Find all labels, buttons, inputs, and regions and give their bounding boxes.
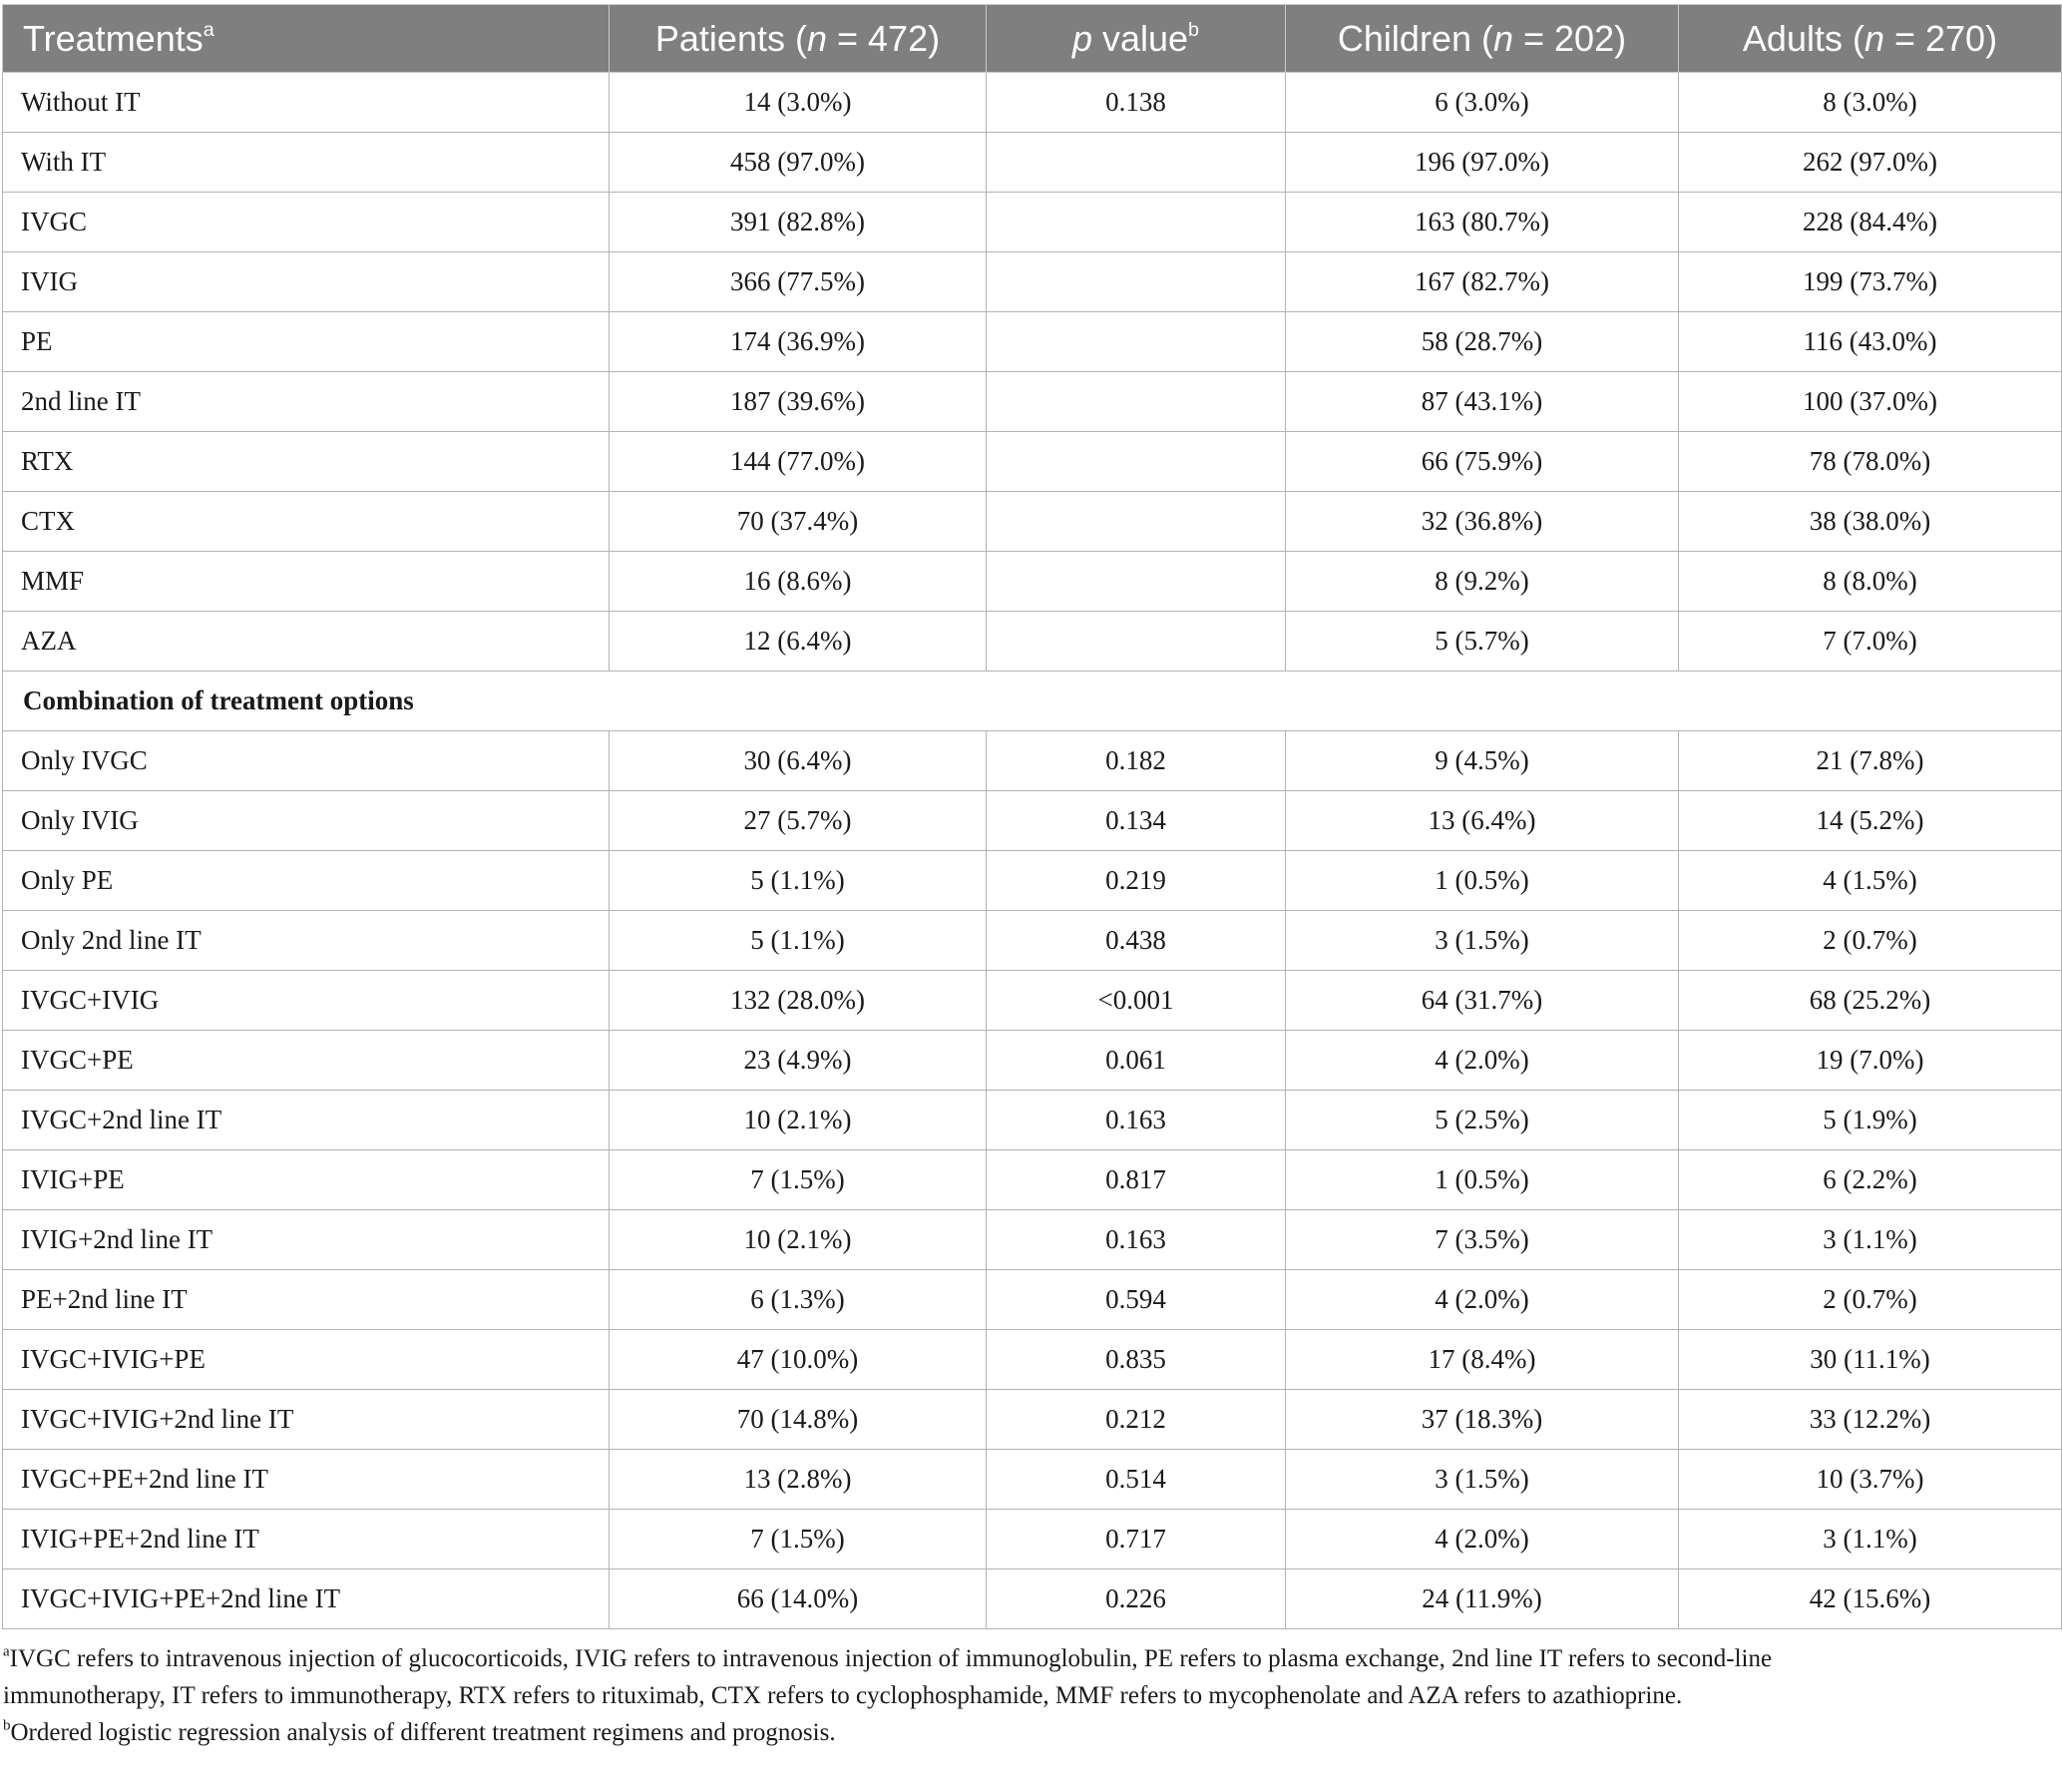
cell-adults: 2 (0.7%) [1679,1270,2062,1330]
table-row [3,1569,2062,1629]
cell-p-value: 0.226 [987,1569,1286,1629]
table-row [3,1510,2062,1569]
cell-p-value [987,312,1286,372]
cell-patients: 10 (2.1%) [610,1091,987,1150]
cell-patients: 10 (2.1%) [610,1210,987,1270]
table-row [3,1091,2062,1150]
cell-patients: 5 (1.1%) [610,911,987,971]
cell-patients: 7 (1.5%) [610,1510,987,1569]
cell-children: 58 (28.7%) [1286,312,1679,372]
header-treatments: Treatments$^a$ [3,5,610,73]
cell-adults: 199 (73.7%) [1679,252,2062,312]
cell-children: 87 (43.1%) [1286,372,1679,432]
table-row [3,731,2062,791]
cell-children: 8 (9.2%) [1286,552,1679,612]
cell-p-value: 0.717 [987,1510,1286,1569]
cell-treatment: Only IVGC [3,731,610,791]
cell-patients: 174 (36.9%) [610,312,987,372]
cell-children: 9 (4.5%) [1286,731,1679,791]
cell-treatment: IVGC+IVIG+PE+2nd line IT [3,1569,610,1629]
table-row [3,971,2062,1031]
table-row [3,911,2062,971]
cell-patients: 12 (6.4%) [610,612,987,672]
header-patients: Patients (n = 472) [610,5,987,73]
cell-treatment: Only 2nd line IT [3,911,610,971]
cell-adults: 116 (43.0%) [1679,312,2062,372]
cell-adults: 42 (15.6%) [1679,1569,2062,1629]
cell-children: 7 (3.5%) [1286,1210,1679,1270]
cell-children: 5 (5.7%) [1286,612,1679,672]
table-row [3,193,2062,252]
cell-treatment: IVGC+PE [3,1031,610,1091]
table-row [3,1330,2062,1390]
cell-treatment: IVIG+PE+2nd line IT [3,1510,610,1569]
cell-treatment: CTX [3,492,610,552]
cell-p-value [987,252,1286,312]
cell-p-value: 0.061 [987,1031,1286,1091]
cell-adults: 68 (25.2%) [1679,971,2062,1031]
cell-children: 37 (18.3%) [1286,1390,1679,1450]
table-row [3,372,2062,432]
cell-p-value: 0.438 [987,911,1286,971]
cell-treatment: IVGC+IVIG [3,971,610,1031]
cell-patients: 23 (4.9%) [610,1031,987,1091]
section-title: Combination of treatment options [3,672,2062,731]
cell-adults: 21 (7.8%) [1679,731,2062,791]
cell-p-value: 0.163 [987,1210,1286,1270]
footnotes [2,1640,2061,1751]
cell-adults: 100 (37.0%) [1679,372,2062,432]
cell-children: 4 (2.0%) [1286,1031,1679,1091]
table-row [3,73,2062,133]
cell-children: 24 (11.9%) [1286,1569,1679,1629]
cell-patients: 30 (6.4%) [610,731,987,791]
cell-adults: 262 (97.0%) [1679,133,2062,193]
cell-adults: 8 (8.0%) [1679,552,2062,612]
cell-p-value: 0.138 [987,73,1286,133]
table-row [3,1150,2062,1210]
table-row [3,1270,2062,1330]
cell-p-value [987,612,1286,672]
cell-p-value [987,432,1286,492]
cell-adults: 30 (11.1%) [1679,1330,2062,1390]
cell-children: 1 (0.5%) [1286,851,1679,911]
section-row [3,672,2062,731]
cell-patients: 458 (97.0%) [610,133,987,193]
cell-children: 66 (75.9%) [1286,432,1679,492]
cell-treatment: AZA [3,612,610,672]
cell-p-value [987,552,1286,612]
cell-treatment: IVGC+IVIG+2nd line IT [3,1390,610,1450]
cell-adults: 78 (78.0%) [1679,432,2062,492]
cell-treatment: IVIG+2nd line IT [3,1210,610,1270]
cell-p-value [987,372,1286,432]
cell-patients: 66 (14.0%) [610,1569,987,1629]
table-row [3,1210,2062,1270]
cell-adults: 5 (1.9%) [1679,1091,2062,1150]
cell-p-value: 0.817 [987,1150,1286,1210]
cell-adults: 14 (5.2%) [1679,791,2062,851]
cell-treatment: Only IVIG [3,791,610,851]
table-row [3,791,2062,851]
cell-p-value: 0.212 [987,1390,1286,1450]
header-adults: Adults (n = 270) [1679,5,2062,73]
cell-p-value: 0.163 [987,1091,1286,1150]
cell-children: 17 (8.4%) [1286,1330,1679,1390]
cell-p-value [987,492,1286,552]
cell-patients: 16 (8.6%) [610,552,987,612]
cell-treatment: PE [3,312,610,372]
table-row [3,432,2062,492]
cell-adults: 4 (1.5%) [1679,851,2062,911]
cell-patients: 5 (1.1%) [610,851,987,911]
footnote-a: $^a$IVGC refers to intravenous injection of glucocorticoids, IVIG refers to intravenous injection of immunoglobulin, PE refers to plasma exchange, 2nd line IT refers to second-line [3,1643,1773,1672]
table-row [3,312,2062,372]
treatments-table [2,4,2062,1629]
cell-patients: 70 (37.4%) [610,492,987,552]
header-row [3,5,2062,73]
cell-treatment: With IT [3,133,610,193]
cell-children: 163 (80.7%) [1286,193,1679,252]
footnote-a-continued: immunotherapy, IT refers to immunotherapy, RTX refers to rituximab, CTX refers to cyclophosphamide, MMF refers to mycophenolate and AZA refers to azathioprine. [3,1682,1683,1709]
cell-children: 3 (1.5%) [1286,1450,1679,1510]
cell-children: 196 (97.0%) [1286,133,1679,193]
cell-treatment: IVIG+PE [3,1150,610,1210]
cell-treatment: Without IT [3,73,610,133]
cell-children: 1 (0.5%) [1286,1150,1679,1210]
cell-children: 4 (2.0%) [1286,1270,1679,1330]
cell-p-value: 0.182 [987,731,1286,791]
cell-patients: 14 (3.0%) [610,73,987,133]
cell-treatment: IVIG [3,252,610,312]
cell-children: 167 (82.7%) [1286,252,1679,312]
cell-adults: 228 (84.4%) [1679,193,2062,252]
cell-adults: 3 (1.1%) [1679,1510,2062,1569]
table-row [3,492,2062,552]
table-row [3,133,2062,193]
cell-children: 64 (31.7%) [1286,971,1679,1031]
cell-patients: 366 (77.5%) [610,252,987,312]
cell-p-value: 0.134 [987,791,1286,851]
table-row [3,552,2062,612]
cell-adults: 19 (7.0%) [1679,1031,2062,1091]
cell-patients: 27 (5.7%) [610,791,987,851]
header-p-value: p value$^b$ [987,5,1286,73]
cell-adults: 6 (2.2%) [1679,1150,2062,1210]
cell-treatment: RTX [3,432,610,492]
cell-children: 5 (2.5%) [1286,1091,1679,1150]
cell-children: 32 (36.8%) [1286,492,1679,552]
cell-patients: 187 (39.6%) [610,372,987,432]
cell-patients: 7 (1.5%) [610,1150,987,1210]
cell-p-value [987,133,1286,193]
cell-patients: 6 (1.3%) [610,1270,987,1330]
cell-treatment: IVGC [3,193,610,252]
header-children: Children (n = 202) [1286,5,1679,73]
cell-patients: 13 (2.8%) [610,1450,987,1510]
cell-adults: 10 (3.7%) [1679,1450,2062,1510]
cell-treatment: Only PE [3,851,610,911]
cell-adults: 38 (38.0%) [1679,492,2062,552]
cell-treatment: IVGC+IVIG+PE [3,1330,610,1390]
cell-treatment: IVGC+PE+2nd line IT [3,1450,610,1510]
cell-p-value: 0.594 [987,1270,1286,1330]
cell-children: 4 (2.0%) [1286,1510,1679,1569]
cell-p-value: 0.835 [987,1330,1286,1390]
cell-p-value: <0.001 [987,971,1286,1031]
cell-p-value: 0.514 [987,1450,1286,1510]
cell-treatment: 2nd line IT [3,372,610,432]
cell-adults: 8 (3.0%) [1679,73,2062,133]
table-container [2,4,2061,1751]
cell-adults: 7 (7.0%) [1679,612,2062,672]
cell-patients: 47 (10.0%) [610,1330,987,1390]
cell-patients: 144 (77.0%) [610,432,987,492]
cell-p-value: 0.219 [987,851,1286,911]
cell-p-value [987,193,1286,252]
cell-children: 3 (1.5%) [1286,911,1679,971]
cell-adults: 2 (0.7%) [1679,911,2062,971]
cell-patients: 70 (14.8%) [610,1390,987,1450]
cell-children: 6 (3.0%) [1286,73,1679,133]
cell-children: 13 (6.4%) [1286,791,1679,851]
cell-treatment: MMF [3,552,610,612]
cell-adults: 33 (12.2%) [1679,1390,2062,1450]
table-row [3,612,2062,672]
table-row [3,1031,2062,1091]
table-row [3,1450,2062,1510]
table-body [3,73,2062,1629]
cell-treatment: PE+2nd line IT [3,1270,610,1330]
table-row [3,252,2062,312]
footnote-b: $^b$Ordered logistic regression analysis of different treatment regimens and prognosis. [3,1717,836,1746]
table-row [3,1390,2062,1450]
cell-patients: 391 (82.8%) [610,193,987,252]
cell-treatment: IVGC+2nd line IT [3,1091,610,1150]
cell-adults: 3 (1.1%) [1679,1210,2062,1270]
table-row [3,851,2062,911]
cell-patients: 132 (28.0%) [610,971,987,1031]
